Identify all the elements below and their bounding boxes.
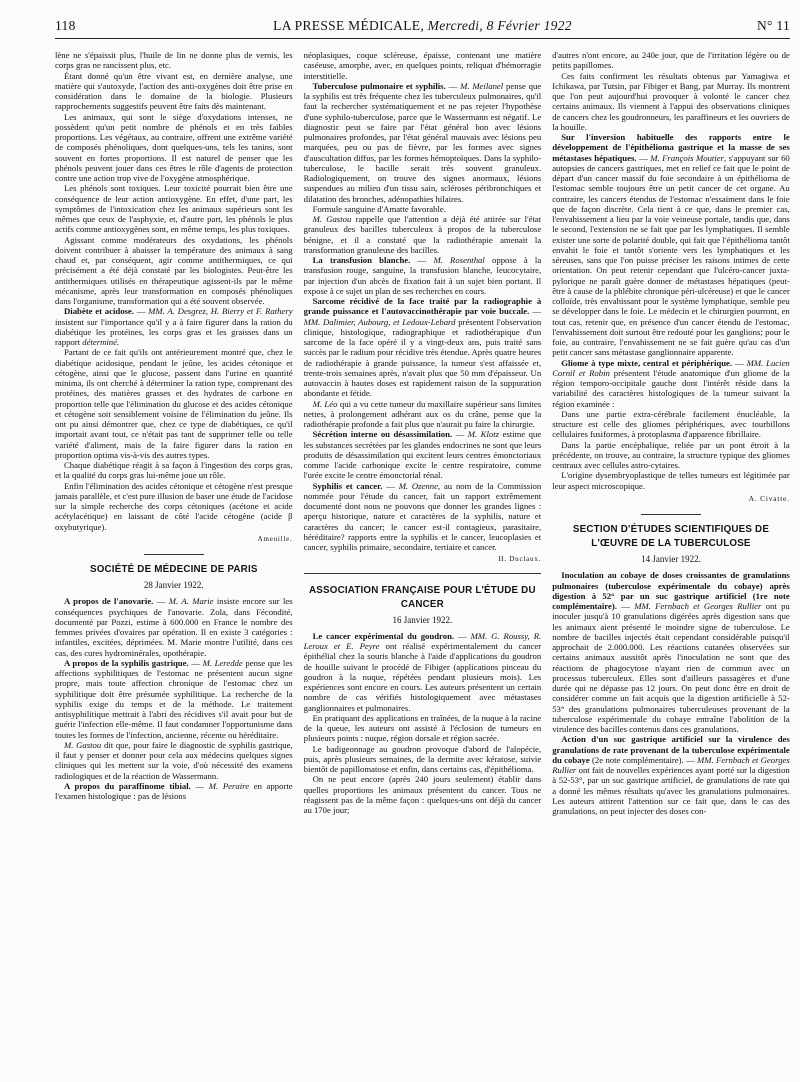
article-text: dit que, pour faire le diagnostic de syphilis gastrique, il faut y penser et donner pour cela aux médecins quelques signes cliniques qui les mettent sur la voie, d'où nécessité des examens radiologiques et de la réaction de Wassermann. xyxy=(55,739,293,781)
article-syphilis-cancer: Syphilis et cancer. — M. Ozenne, au nom de la Commission nommée pour l'étude du cancer, fait un rapport extrêmement documenté dont nous ne pouvons que donner les grandes lignes : aperçu historique, nature et caractères de la syphilis, nature et caractères du cancer; le cancer est-il contagieux, parasitaire, héréditaire? rapports entre la syphilis et le cancer, leucoplasies et cancer, syphilis primaire, secondaire, tertiaire et cancer. xyxy=(303,480,542,552)
masthead xyxy=(55,18,790,34)
article-author: M. Klotz xyxy=(467,429,499,440)
article-title: La transfusion blanche. xyxy=(312,255,411,265)
article-paraffinome: A propos du paraffinome tibial. — M. Peraire en apporte l'examen histologique : pas de lésions xyxy=(55,780,293,801)
article-author: M. Leredde xyxy=(202,657,243,668)
article-title: Inoculation au cobaye de doses croissantes de granulations pulmonaires (tuberculose expérimentale du cobaye) après digestion à 52° par un suc gastrique artificiel (1re note complémentaire). xyxy=(552,570,790,611)
article-text-end: déterminé. xyxy=(82,337,120,347)
paragraph: Formule sanguine d'Amatte favorable. xyxy=(312,203,446,214)
paragraph: Enfin l'élimination des acides cétonique et cétogène n'est presque jamais parallèle, et c'est pure illusion de baser une étude de l'acidose sur la simple recherche des corps cétoniques (acétone et acide acétylacétique) en laissant de côté l'acide cétogène (acide β oxybutyrique). xyxy=(55,480,293,532)
page-number: 118 xyxy=(55,18,76,33)
section-heading: ASSOCIATION FRANÇAISE POUR L'ÉTUDE DU CANCER xyxy=(309,584,536,610)
paragraph: L'origine dysembryoplastique de telles tumeurs est légitimée par leur aspect microscopique. xyxy=(552,470,790,491)
paragraph: néoplasiques, coque scléreuse, épaisse, contenant une matière caséeuse, amorphe, avec, en quelques points, reliquat d'hémorragie interstitielle. xyxy=(303,50,542,81)
article-transfusion: La transfusion blanche. — M. Rosenthal oppose à la transfusion rouge, sanguine, la transfusion blanche, leucocytaire, par injection d'un abcès de fixation fait à un sujet bien portant. Il expose à ce sujet un plan de ses recherches en cours. xyxy=(303,255,542,296)
separator xyxy=(641,514,701,515)
article-syphilis-gastrique: A propos de la syphilis gastrique. — M. Leredde pense que les affections syphilitiques de l'estomac ne présentent aucun signe propre, mais toute affection chronique de l'estomac chez un syphilitique doit être présumée syphilitique. La recherche de la syphilis exige du temps et de la méthode. Le traitement antisyphilitique mettrait à l'abri des récidives s'il avait pour but de guérir l'infection elle-même. Il faut condamner l'opportunisme dans toutes les formes de l'infection, ancienne, récente ou héréditaire. xyxy=(55,657,293,740)
paragraph: Dans la partie encéphalique, reliée par un pont étroit à la précédente, on trouve, au contraire, la structure typique des gliomes centraux avec cellules astro-cytaires. xyxy=(552,439,790,470)
article-gastou-bacilles xyxy=(304,214,542,255)
article-title: A propos de l'anovarie. xyxy=(64,596,154,607)
paragraph: En pratiquant des applications en traînées, de la nuque à la racine de la queue, les auteurs ont assisté à l'éclosion de tumeurs en plusieurs points : nuque, région dorsale et région sacrée. xyxy=(303,712,542,744)
paragraph: d'autres n'ont encore, au 240e jour, que de l'irritation légère ou de petits papillomes. xyxy=(552,50,790,71)
article-note: (2e note complémentaire). xyxy=(589,754,684,765)
paragraph: Agissant comme modérateurs des oxydations, les phénols doivent contribuer à abaisser la température des animaux à sang chaud et, par conséquent, agir comme antithermiques, ce qui précisément a été déjà constaté par les biologistes. Peut-être les antithermiques utilisés en thérapeutique agissent-ils par le même mécanisme, après leur transformation en composés phénoliques dans l'organisme, transformation qui a été souvent observée. xyxy=(55,234,293,306)
paragraph: Dans une partie extra-cérébrale facilement énucléable, la structure est celle des gliomes périphériques, avec tourbillons cellulaires fusiformes, à protoplasma d'apparence fibrillaire. xyxy=(552,408,790,440)
column-1 xyxy=(55,50,293,1072)
paragraph: Le badigeonnage au goudron provoque d'abord de l'alopécie, puis, après plusieurs semaines, de la dermite avec kératose, suivie bientôt de papillomatose et enfin, dans certains cas, d'épithélioma. xyxy=(303,743,542,774)
article-text: insistent sur l'importance qu'il y a à faire figurer dans la ration du diabétique les protéines, les corps gras et les graisses dans un rapport xyxy=(55,316,293,347)
section-date: 28 Janvier 1922. xyxy=(143,580,204,590)
article-text: ont pu inoculer jusqu'à 10 granulations digérées après digestion sans que les animaux aient présenté le moindre signe de tuberculose. Le nombre de bacilles injectés était cependant considérable puisqu'il approchait de 2.000.000. Les réactions cutanées observées sur certains animaux aussitôt après l'inoculation ne sont que des réactions de phagocytose n'ayant rien de commun avec un processus tuberculeux. Elles sont d'ailleurs passagères et d'une durée qui ne dépasse pas 12 jours. On peut donc être en droit de considérer comme un fait acquis que la digestion artificielle à 52-53° des granulations pulmonaires tuberculeuses provenant de la tuberculose expérimentale du cobaye entraîne l'abolition de la virulence des bacilles contenus dans ces granulations. xyxy=(552,601,790,734)
article-author: M. Gastou xyxy=(312,214,352,224)
article-title: Action d'un suc gastrique artificiel sur la virulence des granulations de rate provenant de la tuberculose expérimentale du cobaye xyxy=(552,734,790,765)
article-title: Syphilis et cancer. xyxy=(312,480,383,491)
header-rule xyxy=(55,38,790,39)
article-author: M. Rosenthal xyxy=(433,255,485,265)
article-author: M. Ozenne xyxy=(398,480,438,491)
article-title: A propos de la syphilis gastrique. xyxy=(64,657,189,668)
article-sarcome: Sarcome récidivé de la face traité par la radiographie à grande puissance et l'autovaccinothérapie par voie buccale. — MM. Dalimier, Aubourg, et Ledoux-Lebard présentent l'observation clinique, histologique, radiographique et radiothérapique d'un sarcome de la face opéré il y a vingt-deux ans, puis traité sans succès par le radium pour récidive très étendue. Après quatre heures de radiothérapie à grande puissance, la tumeur s'est affaissée et, trente-trois semaines après, n'avait plus que 50 mm d'épaisseur. Un autovaccin à hautes doses est rapidement raison de la suppuration abondante et fétide. xyxy=(303,296,542,399)
article-author: M. Peraire xyxy=(208,780,250,791)
article-title: Gliome à type mixte, central et périphérique. xyxy=(561,357,733,368)
article-text: oppose à la transfusion rouge, sanguine, la transfusion blanche, leucocytaire, par injection d'un abcès de fixation fait à un sujet bien portant. Il expose à ce sujet un plan de ses recherches en cours. xyxy=(303,255,542,296)
article-authors: MM. Dalimier, Aubourg, et Ledoux-Lebard xyxy=(303,316,456,327)
article-tuberculose-syphilis: Tuberculose pulmonaire et syphilis. — M. Meilanel pense que la syphilis est très fréquente chez les tuberculeux pulmonaires, qu'il faut la rechercher systématiquement et ne pas rejeter l'hypothèse d'une syphilo-tuberculose, parce que le Wassermann est négatif. Le diagnostic peut se faire par l'état général bon avec lésions pulmonaires profondes, par l'état général mauvais avec lésions peu marquées, peu ou pas de fièvre, par les formes avec signes d'auscultation diffus, par les formes hémoptoïques. Dans la syphilo-tuberculose, le bacille serait très souvent granuleux. Radiologiquement, on trouve des signes anormaux, lésions suspendues au milieu d'un tissu sain, scléroses péribronchiques et dilatation des bronches, adénopathies hilaires. xyxy=(303,80,542,204)
article-author: M. François Moutier xyxy=(650,152,724,163)
article-author: M. A. Marie xyxy=(168,596,214,607)
article-title: A propos du paraffinome tibial. xyxy=(64,780,191,791)
article-leo xyxy=(304,399,542,430)
separator xyxy=(144,554,204,555)
article-authors: MM. A. Desgrez, H. Bierry et F. Rathery xyxy=(148,306,293,317)
article-text: , au nom de la Commission nommée pour l'étude du cancer, fait un rapport extrêmement documenté dont nous ne pouvons que donner les grandes lignes : aperçu historique, nature et caractères de la syphilis, nature et caractères du cancer; le cancer est-il contagieux, parasitaire, héréditaire? rapports entre la syphilis et le cancer, leucoplasies et cancer, syphilis primaire, secondaire, tertiaire et cancer. xyxy=(303,480,542,552)
paragraph: Étant donné qu'un être vivant est, en dernière analyse, une matière qui s'autoxyde, l'action des anti-oxygènes doit être prise en considération dans le domaine de la biologie. Plusieurs rapprochements suggestifs peuvent être faits dès maintenant. xyxy=(55,70,293,112)
section-date: 16 Janvier 1922. xyxy=(392,614,453,625)
article-text: en apporte l'examen histologique : pas de lésions xyxy=(55,780,293,801)
article-title: Sarcome récidivé de la face traité par la radiographie à grande puissance et l'autovaccinothérapie par voie buccale. xyxy=(303,296,542,317)
paragraph: lène ne s'épaissit plus, l'huile de lin ne donne plus de vernis, les corps gras ne rancissent plus, etc. xyxy=(55,50,293,71)
article-authors: MM. G. Roussy, R. Leroux et E. Peyre xyxy=(303,630,542,651)
article-authors: MM. Fernbach et Georges Rullier xyxy=(634,601,762,611)
paragraph: On ne peut encore (après 240 jours seulement) établir dans quelles proportions les animaux présentent du cancer. Tous ne réagissent pas de la même façon : quelques-uns ont déjà du cancer au 170e jour; xyxy=(303,774,542,815)
article-authors: MM. Fernbach et Georges Rullier xyxy=(552,754,790,775)
article-author: M. Gastou xyxy=(64,739,102,750)
section-heading: SOCIÉTÉ DE MÉDECINE DE PARIS xyxy=(89,564,258,575)
article-title: Sur l'inversion habituelle des rapports entre le développement de l'épithélioma gastrique et la masse de ses métastases hépatiques. xyxy=(552,132,790,163)
article-text: , s'appuyant sur 60 autopsies de cancers gastriques, met en relief ce fait que le point de départ d'un cancer massif du foie secondaire à un épithélioma de l'estomac semble toujours être un petit cancer de cet organe. Au contraire, les cancers étendus de l'estomac n'essaiment dans le foie que de façon discrète. Cela tient à ce que, dans le premier cas, l'envahissement a lieu par la voie veineuse portale, tandis que, dans le second, l'extension ne se fait que par les lymphatiques. Il semble exister une sorte de polarité double, qui fait que l'épithélioma tantôt envahit le foie et tantôt s'oriente vers les lymphatiques et les séreuses, sans que l'on puisse préciser les raisons intimes de cette orientation. On peut retenir cependant que l'ulcéro-cancer juxta-pylorique ne paraît guère donner de métastases hépatiques (peut-être à cause de la phlébite chronique péri-ulcéreuse) et que le cancer colloïde, très envahissant pour le système lymphatique, semble peu se développer dans le foie. Le médecin et le chirurgien pourront, en tout cas, retenir que, en présence d'un cancer étendu de l'estomac, l'envahissement doit surtout être redouté pour les ganglions; pour le foie, au contraire, l'envahissement ne se fait guère qu'au cas d'un petit cancer sans métastase ganglionnaire apparente. xyxy=(552,152,790,358)
paragraph: Ces faits confirment les résultats obtenus par Yamagiwa et Ichikawa, par Tutsin, par Fibiger et Bang, par Murray. Ils montrent que l'on peut aujourd'hui provoquer à volonté le cancer chez certains animaux. Ils viennent à l'appui des observations cliniques de cancers chez les goudronneurs, les paraffineurs et les ouvriers de la houille. xyxy=(552,70,790,132)
article-anovarie: A propos de l'anovarie. — M. A. Marie insiste encore sur les conséquences psychiques de l'anovarie. Zola, dans Fécondité, documenté par Pozzi, estime à 600.000 en France le nombre des femmes privées d'ovaires par opération. Il en existe 3 catégories : infantiles, excitées, déprimées. M. Marie montre l'utilité, dans ces cas, des cures hydrominérales, opothérapie. xyxy=(55,596,293,658)
journal-title: LA PRESSE MÉDICALE xyxy=(273,18,421,33)
article-text: qui a vu cette tumeur du maxillaire supérieur sans limites nettes, à prolongement adhérant aux os du crâne, pense que la radiothérapie profonde a fait plus que n'aurait pu faire la chirurgie. xyxy=(303,398,542,429)
article-author: M. Meilanel xyxy=(460,80,504,91)
columns xyxy=(55,50,790,1072)
section-date: 14 Janvier 1922. xyxy=(641,554,701,564)
article-gliome: Gliome à type mixte, central et périphérique. — MM. Lucien Cornil et Robin présentent l'étude anatomique d'un gliome de la région temporo-occipitale gauche dont l'intérêt réside dans la variabilité des caractères histologiques de la tumeur suivant la région examinée : xyxy=(552,357,790,409)
paragraph: Les animaux, qui sont le siège d'oxydations intenses, ne possèdent qu'un petit nombre de phénols et en très faibles proportions. Les végétaux, au contraire, offrent une extrême variété de composés phénoliques, dont quelques-uns, tels les tanins, sont souvent en fortes proportions. Il est naturel de penser que les phénols peuvent jouer dans ces êtres le rôle d'agents de protection contre une action trop vive de l'oxygène atmosphérique. xyxy=(55,111,293,183)
article-title: Diabète et acidose. xyxy=(64,306,134,317)
signature: Ameuille. xyxy=(257,534,293,543)
signature: H. Duclaux. xyxy=(498,555,542,564)
issue-number: N° 11 xyxy=(756,18,790,33)
article-inversion: Sur l'inversion habituelle des rapports entre le développement de l'épithélioma gastrique et la masse de ses métastases hépatiques. — M. François Moutier, s'appuyant sur 60 autopsies de cancers gastriques, met en relief ce fait que le point de départ d'un cancer massif du foie secondaire à un épithélioma de l'estomac semble toujours être un petit cancer de cet organe. Au contraire, les cancers étendus de l'estomac n'essaiment dans le foie que de façon discrète. Cela tient à ce que, dans le premier cas, l'envahissement a lieu par la voie veineuse portale, tandis que, dans le second, l'extension ne se fait que par les lymphatiques. Il semble exister une sorte de polarité double, qui fait que l'épithélioma tantôt envahit le foie et tantôt s'oriente vers les lymphatiques et les séreuses, sans que l'on puisse préciser les raisons intimes de cette orientation. On peut retenir cependant que l'ulcéro-cancer juxta-pylorique ne paraît guère donner de métastases hépatiques (peut-être à cause de la phlébite chronique péri-ulcéreuse) et que le cancer colloïde, très envahissant pour le système lymphatique, semble peu se développer dans le foie. Le médecin et le chirurgien pourront, en tout cas, retenir que, en présence d'un cancer étendu de l'estomac, l'envahissement doit surtout être redouté pour les ganglions; pour le foie, au contraire, l'envahissement ne se fait guère qu'au cas d'un petit cancer sans métastase ganglionnaire apparente. xyxy=(552,132,790,358)
article-text: pense que la syphilis est très fréquente chez les tuberculeux pulmonaires, qu'il faut la rechercher systématiquement et ne pas rejeter l'hypothèse d'une syphilo-tuberculose, parce que le Wassermann est négatif. Le diagnostic peut se faire par l'état général bon avec lésions pulmonaires profondes, par l'état général mauvais avec lésions peu marquées, peu ou pas de fièvre, par les formes avec signes d'auscultation diffus, par les formes hémoptoïques. Dans la syphilo-tuberculose, le bacille serait très souvent granuleux. Radiologiquement, on trouve des signes anormaux, lésions suspendues au milieu d'un tissu sain, scléroses péribronchiques et dilatation des bronches, adénopathies hilaires. xyxy=(303,80,542,204)
column-3 xyxy=(552,50,790,1072)
article-text: présentent l'observation clinique, histologique, radiographique et radiothérapique d'un sarcome de la face opéré il y a vingt-deux ans, puis traité sans succès par le radium pour récidive très étendue. Après quatre heures de radiothérapie à grande puissance, la tumeur s'est affaissée et, trente-trois semaines après, n'avait plus que 50 mm d'épaisseur. Un autovaccin à hautes doses est rapidement raison de la suppuration abondante et fétide. xyxy=(303,316,542,399)
article-gastou xyxy=(55,740,293,781)
article-title: Sécrétion interne ou désassimilation. xyxy=(312,429,453,440)
paragraph: Les phénols sont toxiques. Leur toxicité pourrait bien être une conséquence de leur action antioxygène. En effet, d'une part, les symptômes de l'intoxication chez les animaux supérieurs sont les mêmes que ceux de l'asphyxie, et, d'autre part, les phénols le plus actifs comme antioxygènes sont, en même temps, les plus toxiques. xyxy=(55,183,293,235)
article-text: ont réalisé expérimentalement du cancer épithélial chez la souris blanche à l'aide d'applications du goudron de houille suivant le procédé de Fibiger (applications pinceau du goudron à la nuque, répétées pendant plusieurs mois). Les expériences sont encore en cours. Les auteurs présentent un certain nombre de cas vérifiés histologiquement avec métastases ganglionnaires et pulmonaires. xyxy=(303,641,542,713)
separator xyxy=(304,573,542,574)
column-2 xyxy=(304,50,542,1072)
article-text: pense que les affections syphilitiques de l'estomac ne présentent aucun signe propre, mais toute affection chronique de l'estomac chez un syphilitique doit être présumée syphilitique. La recherche de la syphilis exige du temps et de la méthode. Le traitement antisyphilitique mettrait à l'abri des récidives s'il avait pour but de guérir l'infection elle-même. Il faut condamner l'opportunisme dans toutes les formes de l'infection, ancienne, récente ou héréditaire. xyxy=(55,657,293,740)
article-text: rappelle que l'attention a déjà été attirée sur l'état granuleux des bacilles tuberculeux à propos de la tuberculose bénigne, et il a constaté que la radiothérapie amenait la transformation granuleuse des bacilles. xyxy=(303,214,542,255)
article-authors: MM. Lucien Cornil et Robin xyxy=(552,357,790,378)
article-inoculation: Inoculation au cobaye de doses croissantes de granulations pulmonaires (tuberculose expérimentale du cobaye) après digestion à 52° par un suc gastrique artificiel (1re note complémentaire). — MM. Fernbach et Georges Rullier ont pu inoculer jusqu'à 10 granulations digérées après digestion sans que les animaux aient présenté le moindre signe de tuberculose. Le nombre de bacilles injectés était cependant considérable puisqu'il approchait de 2.000.000. Les réactions cutanées observées sur certains animaux aussitôt après l'inoculation ne sont que des réactions de phagocytose n'ayant rien de commun avec un processus tuberculeux. Elles sont d'ailleurs passagères et d'une durée qui ne dépasse pas 12 jours. On peut donc être en droit de considérer comme un fait acquis que la digestion artificielle à 52-53° des granulations pulmonaires tuberculeuses provenant de la tuberculose expérimentale du cobaye entraîne l'abolition de la virulence des bacilles contenus dans ces granulations. xyxy=(552,570,790,734)
article-text: ont fait de nouvelles expériences ayant porté sur la digestion à 52-53°, par un suc gastrique artificiel, de granulations de rate qui a donné les mêmes résultats qu'avec les granulations pulmonaires. Les auteurs attirent l'attention sur ce fait que, dans le cas des granulations, on peut injecter des doses con- xyxy=(552,765,790,816)
article-text: estime que les substances secrétées par les glandes endocrines ne sont que leurs produits de désassimilation qui excitent leurs centres émonctoriaux comme l'acide carbonique excite le centre respiratoire, comme l'urée excite le centre émonctorial rénal. xyxy=(303,429,542,481)
article-diabete: Diabète et acidose. — MM. A. Desgrez, H. Bierry et F. Rathery insistent sur l'importance qu'il y a à faire figurer dans la ration du diabétique les protéines, les corps gras et les graisses dans un rapport déterminé. xyxy=(55,306,293,347)
signature: A. Civatte. xyxy=(748,493,790,503)
header-date: , Mercredi, 8 Février 1922 xyxy=(420,18,572,33)
article-text: insiste encore sur les conséquences psychiques de l'anovarie. Zola, dans Fécondité, documenté par Pozzi, estime à 600.000 en France le nombre des femmes privées d'ovaires par opération. Il en existe 3 catégories : infantiles, excitées, déprimées. M. Marie montre l'utilité, dans ces cas, des cures hydrominérales, opothérapie. xyxy=(55,596,293,658)
article-title: Le cancer expérimental du goudron. xyxy=(312,630,455,641)
section-heading: SECTION D'ÉTUDES SCIENTIFIQUES DE L'ŒUVRE DE LA TUBERCULOSE xyxy=(572,524,770,549)
article-secretion: Sécrétion interne ou désassimilation. — M. Klotz estime que les substances secrétées par les glandes endocrines ne sont que leurs produits de désassimilation qui excitent leurs centres émonctoriaux comme l'acide carbonique excite le centre respiratoire, comme l'urée excite le centre émonctorial rénal. xyxy=(303,429,542,481)
article-title: Tuberculose pulmonaire et syphilis. xyxy=(312,80,446,91)
paragraph: Partant de ce fait qu'ils ont antérieurement montré que, chez le diabétique acidosique, pendant le jeûne, les acides cétonique et cétogène, ainsi que le glucose, passent dans l'urine en quantité minima, ils ont cherché à déterminer la ration type, comprenant des protéines, des matières grasses et des hydrates de carbone en proportion telle que l'élimination du glucose et des acides cétonique et cétogène soit sensiblement voisine de l'élimination du jeûne. Ils ont pu ainsi démontrer que, chez ce type de diabétiques, ce qu'il importait avant tout, ce n'était pas tant de supprimer telle ou telle variété d'aliment, mais de la faire figurer dans la ration en proportion optima vis-à-vis des autres types. xyxy=(55,347,293,460)
paragraph: Chaque diabétique réagit à sa façon à l'ingestion des corps gras, et la qualité du corps gras lui-même joue un rôle. xyxy=(55,460,293,481)
article-text: présentent l'étude anatomique d'un gliome de la région temporo-occipitale gauche dont l'intérêt réside dans la variabilité des caractères histologiques de la tumeur suivant la région examinée : xyxy=(552,367,790,409)
article-suc-gastrique: Action d'un suc gastrique artificiel sur la virulence des granulations de rate provenant de la tuberculose expérimentale du cobaye (2e note complémentaire). — MM. Fernbach et Georges Rullier ont fait de nouvelles expériences ayant porté sur la digestion à 52-53°, par un suc gastrique artificiel, de granulations de rate qui a donné les mêmes résultats qu'avec les granulations pulmonaires. Les auteurs attirent l'attention sur ce fait que, dans le cas des granulations, on peut injecter des doses con- xyxy=(552,734,790,816)
page-header xyxy=(55,18,790,38)
article-author: M. Léo xyxy=(312,398,338,409)
article-goudron: Le cancer expérimental du goudron. — MM. G. Roussy, R. Leroux et E. Peyre ont réalisé expérimentalement du cancer épithélial chez la souris blanche à l'aide d'applications du goudron de houille suivant le procédé de Fibiger (applications pinceau du goudron à la nuque, répétées pendant plusieurs mois). Les expériences sont encore en cours. Les auteurs présentent un certain nombre de cas vérifiés histologiquement avec métastases ganglionnaires et pulmonaires. xyxy=(303,630,542,713)
